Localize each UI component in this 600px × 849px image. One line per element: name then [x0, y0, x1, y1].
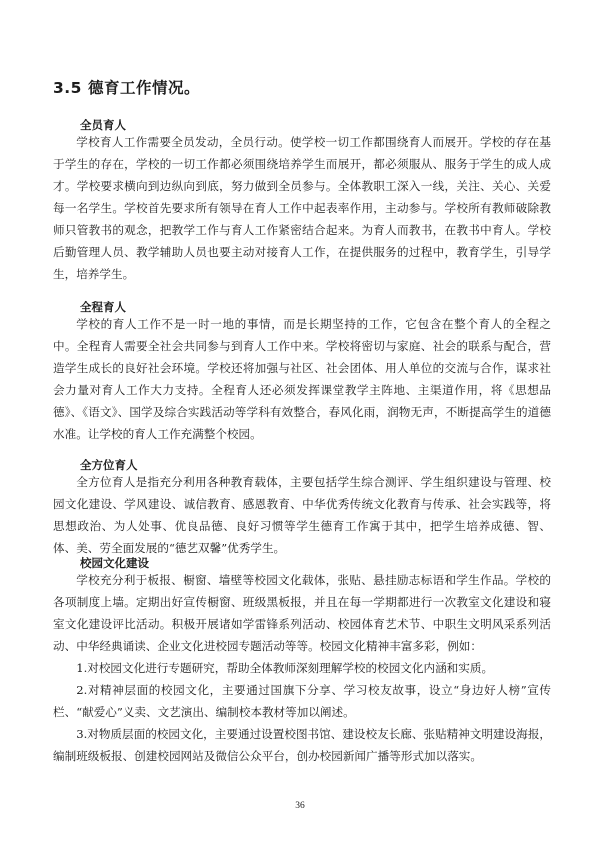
paragraph-all-staff: 学校育人工作需要全员发动，全员行动。使学校一切工作都围绕育人而展开。学校的存在基于学生的存在，学校的一切工作都必须围绕培养学生而展开，都必须服从、服务于学生的成人成才。学校要求横向到边纵向到底，努力做到全员参与。全体教职工深入一线，关注、关心、关爱每一名学生。学校首先要求所有领导在育人工作中起表率作用，主动参与。学校所有教师破除教师只管教书的观念，把教学工作与育人工作紧密结合起来。为育人而教书，在教书中育人。学校后勤管理人员、教学辅助人员也要主动对接育人工作，在提供服务的过程中，教育学生，引导学生，培养学生。 — [53, 135, 551, 281]
list-item-spiritual: 2.对精神层面的校园文化，主要通过国旗下分享、学习校友故事，设立“身边好人榜”宣传栏、“献爱心”义卖、文艺演出、编制校本教材等加以阐述。 — [53, 683, 551, 719]
subheading-all-round: 全方位育人 — [80, 458, 138, 472]
section-title — [53, 76, 553, 98]
list-item-research: 1.对校园文化进行专题研究，帮助全体教师深刻理解学校的校园文化内涵和实质。 — [76, 661, 494, 675]
subheading-all-staff: 全员育人 — [80, 118, 126, 132]
section-title-text: 德育工作情况。 — [87, 79, 200, 97]
page-number: 36 — [295, 801, 305, 811]
section-number: 3.5 — [53, 79, 82, 97]
paragraph-all-round: 全方位育人是指充分利用各种教育载体，主要包括学生综合测评、学生组织建设与管理、校园文化建设、学风建设、诚信教育、感恩教育、中华优秀传统文化教育与传承、社会实践等，将思想政治、为人处事、优良品德、良好习惯等学生德育工作寓于其中，把学生培养成德、智、体、美、劳全面发展的“德艺双馨”优秀学生。 — [53, 475, 551, 555]
paragraph-whole-process: 学校的育人工作不是一时一地的事情，而是长期坚持的工作，它包含在整个育人的全程之中。全程育人需要全社会共同参与到育人工作中来。学校将密切与家庭、社会的联系与配合，营造学生成长的良好社会环境。学校还将加强与社区、社会团体、用人单位的交流与合作，谋求社会力量对育人工作大力支持。全程育人还必须发挥课堂教学主阵地、主渠道作用，将《思想品德》、《语文》、国学及综合实践活动等学科有效整合，春风化雨，润物无声，不断提高学生的道德水准。让学校的育人工作充满整个校园。 — [53, 317, 551, 441]
subheading-campus-culture: 校园文化建设 — [80, 556, 149, 570]
paragraph-campus-culture: 学校充分利于板报、橱窗、墙壁等校园文化载体，张贴、悬挂励志标语和学生作品。学校的各项制度上墙。定期出好宣传橱窗、班级黑板报，并且在每一学期都进行一次教室文化建设和寝室文化建设评比活动。积极开展诸如学雷锋系列活动、校园体育艺术节、中职生文明风采系列活动、中华经典诵读、企业文化进校园专题活动等等。校园文化精神丰富多彩，例如： — [53, 573, 551, 653]
list-item-material: 3.对物质层面的校园文化，主要通过设置校图书馆、建设校友长廊、张贴精神文明建设海报，编制班级板报、创建校园网站及微信公众平台，创办校园新闻广播等形式加以落实。 — [53, 727, 552, 763]
subheading-whole-process: 全程育人 — [80, 300, 126, 314]
